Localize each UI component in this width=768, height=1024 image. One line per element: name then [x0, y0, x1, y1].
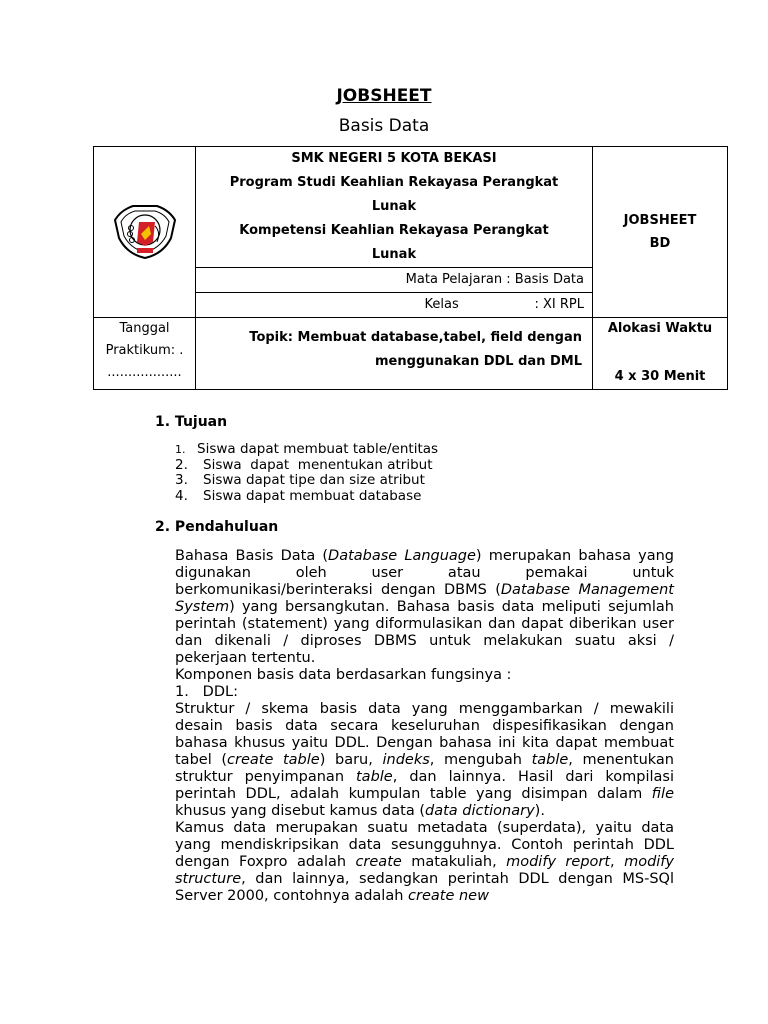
jobsheet-label: JOBSHEET: [623, 213, 697, 228]
tanggal-line-1: Tanggal: [119, 321, 170, 336]
text-run: modify report: [506, 854, 611, 870]
list-item-text: Siswa dapat membuat table/entitas: [197, 441, 439, 457]
text-run: indeks: [382, 752, 430, 768]
alokasi-cell: [593, 318, 728, 390]
text-run: ,: [610, 854, 625, 870]
text-run: ) baru,: [319, 752, 383, 768]
kelas-label: Kelas: [424, 297, 459, 312]
school-info-cell: [196, 147, 593, 268]
mata-pelajaran: Mata Pelajaran : Basis Data: [405, 272, 584, 287]
program-line-1: Program Studi Keahlian Rekayasa Perangkat: [229, 175, 559, 190]
document-subtitle: Basis Data: [338, 116, 430, 136]
text-run: create new: [408, 888, 489, 904]
paragraph: 1. DDL:: [175, 684, 238, 700]
list-item: [175, 473, 438, 489]
text-run: matakuliah,: [401, 854, 507, 870]
school-logo-icon: [111, 198, 179, 262]
text-run: , dan lainnya. Hasil dari kompilasi perintah DDL, adalah kumpulan table yang disimpan dalam: [175, 769, 675, 802]
list-item: [175, 458, 438, 474]
text-run: Kamus data merupakan suatu metadata (superdata), yaitu data yang mendiskripsikan data sesungguhnya. Contoh perintah DDL dengan Foxpro adalah: [175, 820, 674, 870]
text-run: modify structure: [175, 854, 674, 887]
text-run: , mengubah: [429, 752, 532, 768]
text-run: data dictionary: [424, 803, 535, 819]
jobsheet-code: BD: [649, 236, 671, 251]
text-run: ) yang bersangkutan. Bahasa basis data meliputi sejumlah perintah (statement) yang diformulasikan dan dapat diberikan user dan dikenali / diproses DBMS untuk melakukan suatu aksi / pekerjaan tertentu.: [175, 599, 674, 666]
text-run: khusus yang disebut kamus data (: [175, 803, 425, 819]
text-run: table: [531, 752, 569, 768]
alokasi-label: Alokasi Waktu: [607, 321, 713, 336]
kelas-value: : XI RPL: [534, 297, 584, 312]
topik-line-1: Topik: Membuat database,tabel, field dengan: [249, 330, 582, 345]
tujuan-list: [175, 442, 438, 504]
program-line-2: Lunak: [371, 199, 417, 214]
logo-cell: [94, 147, 196, 318]
alokasi-value: 4 x 30 Menit: [614, 369, 706, 384]
text-run: file: [651, 786, 674, 802]
tanggal-line-3: ..................: [107, 365, 182, 380]
paragraph: [175, 548, 674, 667]
tanggal-line-2: Praktikum: .: [105, 343, 184, 358]
school-name: SMK NEGERI 5 KOTA BEKASI: [291, 151, 497, 166]
list-item-text: Siswa dapat membuat database: [203, 487, 422, 504]
text-run: Database Language: [328, 548, 476, 564]
text-run: Struktur / skema basis data yang menggambarkan / mewakili desain basis data secara keseluruhan dispesifikasikan dengan bahasa khusus yaitu DDL. Dengan bahasa ini kita dapat membuat tabel (: [175, 701, 674, 768]
kelas-cell: [196, 293, 593, 318]
text-run: Database Management System: [175, 582, 674, 615]
list-item-text: Siswa dapat tipe dan size atribut: [203, 472, 425, 488]
text-run: ).: [534, 803, 545, 819]
text-run: create table: [227, 752, 320, 768]
topik-line-2: menggunakan DDL dan DML: [375, 354, 582, 369]
kompetensi-line-2: Lunak: [371, 247, 417, 262]
document-title: JOBSHEET: [336, 86, 432, 106]
section-tujuan-heading: 1. Tujuan: [155, 414, 228, 430]
kompetensi-line-1: Kompetensi Keahlian Rekayasa Perangkat: [239, 223, 549, 238]
list-item-number: 3.: [175, 472, 188, 488]
paragraph: [175, 820, 674, 905]
list-item: [175, 489, 438, 505]
topik-cell: [196, 318, 593, 390]
text-run: Bahasa Basis Data (: [175, 548, 329, 564]
text-run: , dan lainnya, sedangkan perintah DDL dengan MS-SQl Server 2000, contohnya adalah: [175, 871, 674, 904]
list-item-number: 4.: [175, 487, 188, 504]
text-run: , menentukan struktur penyimpanan: [175, 752, 674, 785]
list-item-number: 2.: [175, 456, 188, 473]
list-item-text: Siswa dapat menentukan atribut: [203, 456, 433, 473]
paragraph: Komponen basis data berdasarkan fungsinya :: [175, 667, 512, 683]
text-run: table: [356, 769, 393, 785]
section-pendahuluan-heading: 2. Pendahuluan: [155, 519, 279, 535]
pendahuluan-body: [175, 548, 674, 905]
mata-pelajaran-cell: [196, 268, 593, 293]
text-run: create: [355, 854, 402, 870]
jobsheet-code-cell: [593, 147, 728, 318]
paragraph: [175, 701, 674, 820]
header-table: [93, 146, 728, 390]
list-item-number: 1.: [175, 443, 186, 456]
text-run: ) merupakan bahasa yang digunakan oleh user atau pemakai untuk berkomunikasi/berinteraksi dengan DBMS (: [175, 548, 674, 598]
tanggal-cell: [94, 318, 196, 390]
list-item: [175, 442, 438, 458]
